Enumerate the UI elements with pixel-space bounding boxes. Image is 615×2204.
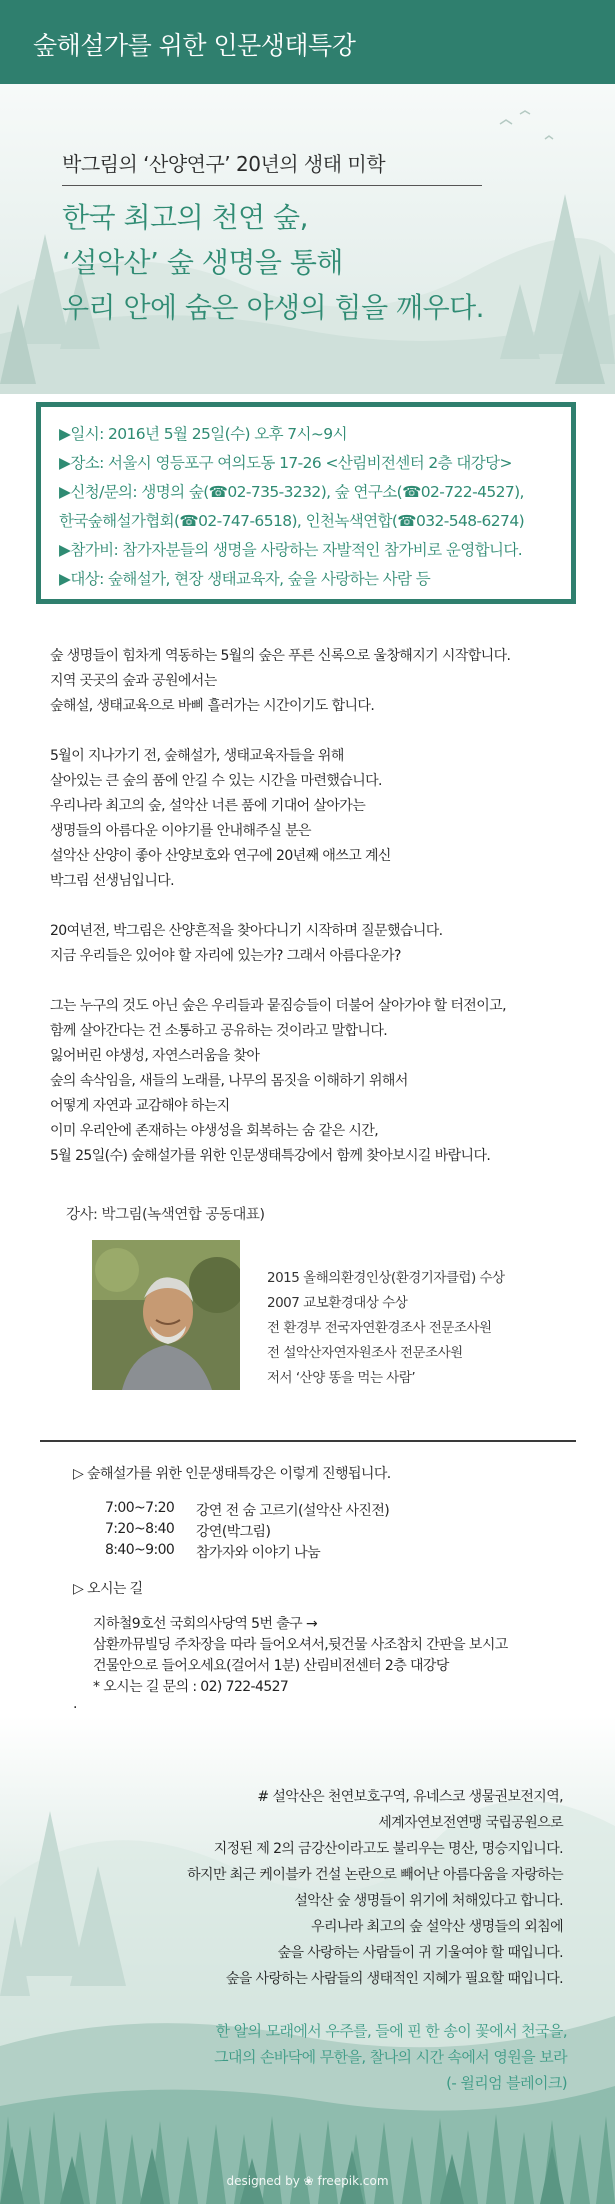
career-item: 2007 교보환경대상 수상 bbox=[267, 1295, 408, 1311]
poem-line: 한 알의 모래에서 우주를, 들에 핀 한 송이 꽃에서 천국을, bbox=[215, 2022, 567, 2040]
lecturer-label: 강사: 박그림(녹색연합 공동대표) bbox=[66, 1207, 265, 1223]
career-item: 2015 올해의환경인상(환경기자클럽) 수상 bbox=[267, 1270, 505, 1286]
directions-line: 삼환까뮤빌딩 주차장을 따라 들어오셔서,뒷건물 사조참치 간판을 보시고 bbox=[93, 1637, 508, 1653]
body-line: 지역 곳곳의 숲과 공원에서는 bbox=[50, 673, 217, 689]
directions-line: 건물안으로 들어오세요(걸어서 1분) 산림비전센터 2층 대강당 bbox=[93, 1658, 449, 1674]
info-place: ▶장소: 서울시 영등포구 여의도동 17-26 <산림비전센터 2층 대강당> bbox=[59, 454, 512, 472]
info-date: ▶일시: 2016년 5월 25일(수) 오후 7시~9시 bbox=[59, 425, 347, 443]
info-contact-1: ▶신청/문의: 생명의 숲(☎02-735-3232), 숲 연구소(☎02-722-4527), bbox=[59, 483, 524, 501]
note-line: 숲을 사랑하는 사람들이 귀 기울여야 할 때입니다. bbox=[277, 1945, 563, 1961]
body-line: 함께 살아간다는 건 소통하고 공유하는 것이라고 말합니다. bbox=[50, 1023, 388, 1039]
hero-headline-1: 한국 최고의 천연 숲, bbox=[62, 201, 308, 234]
career-item: 전 환경부 전국자연환경조사 전문조사원 bbox=[267, 1320, 492, 1336]
note-line: 지정된 제 2의 금강산이라고도 불리우는 명산, 명승지입니다. bbox=[213, 1841, 563, 1857]
directions-line: 지하철9호선 국회의사당역 5번 출구 → bbox=[93, 1616, 318, 1632]
body-line: 숲의 속삭임을, 새들의 노래를, 나무의 몸짓을 이해하기 위해서 bbox=[50, 1073, 408, 1089]
hero-headline-3: 우리 안에 숨은 야생의 힘을 깨우다. bbox=[62, 291, 485, 324]
body-line: 설악산 산양이 좋아 산양보호와 연구에 20년째 애쓰고 계신 bbox=[50, 848, 391, 864]
body-line: 지금 우리들은 있어야 할 자리에 있는가? 그래서 아름다운가? bbox=[50, 948, 401, 964]
body-line: 살아있는 큰 숲의 품에 안길 수 있는 시간을 마련했습니다. bbox=[50, 773, 382, 789]
hero-divider bbox=[62, 185, 482, 186]
note-line: 설악산 숲 생명들이 위기에 처해있다고 합니다. bbox=[294, 1893, 563, 1909]
body-line: 5월이 지나가기 전, 숲해설가, 생태교육자들을 위해 bbox=[50, 748, 344, 764]
schedule-title: ▷ 숲해설가를 위한 인문생태특강은 이렇게 진행됩니다. bbox=[73, 1466, 391, 1482]
career-item: 저서 ‘산양 똥을 먹는 사람’ bbox=[267, 1370, 416, 1386]
page-title: 숲해설가를 위한 인문생태특강 bbox=[33, 31, 356, 60]
schedule-time: 7:00~7:20 bbox=[105, 1500, 175, 1516]
directions-dot: . bbox=[73, 1696, 77, 1712]
body-line: 어떻게 자연과 교감해야 하는지 bbox=[50, 1098, 230, 1114]
info-contact-2: 한국숲해설가협회(☎02-747-6518), 인천녹색연합(☎032-548-6274) bbox=[59, 512, 525, 530]
body-line: 숲 생명들이 힘차게 역동하는 5월의 숲은 푸른 신록으로 울창해지기 시작합니다. bbox=[50, 648, 511, 664]
lecturer-photo bbox=[92, 1240, 240, 1390]
designer-credit: designed by ❀ freepik.com bbox=[226, 2174, 389, 2188]
note-line: 세계자연보전연맹 국립공원으로 bbox=[378, 1815, 563, 1831]
info-target: ▶대상: 숲해설가, 현장 생태교육자, 숲을 사랑하는 사람 등 bbox=[59, 570, 431, 588]
body-line: 20여년전, 박그림은 산양흔적을 찾아다니기 시작하며 질문했습니다. bbox=[50, 923, 443, 939]
forest-illustration bbox=[0, 84, 615, 394]
event-info-box bbox=[36, 402, 576, 604]
hero-banner bbox=[0, 84, 615, 394]
schedule-time: 7:20~8:40 bbox=[105, 1521, 175, 1537]
body-line: 숲해설, 생태교육으로 바삐 흘러가는 시간이기도 합니다. bbox=[50, 698, 375, 714]
hero-headline-2: ‘설악산’ 숲 생명을 통해 bbox=[62, 246, 343, 279]
body-line: 5월 25일(수) 숲해설가를 위한 인문생태특강에서 함께 찾아보시길 바랍니다. bbox=[50, 1148, 491, 1164]
body-line: 그는 누구의 것도 아닌 숲은 우리들과 뭍짐승들이 더불어 살아가야 할 터전이고, bbox=[50, 998, 506, 1014]
header-bar bbox=[0, 0, 615, 84]
schedule-desc: 강연(박그림) bbox=[196, 1524, 271, 1540]
schedule-time: 8:40~9:00 bbox=[105, 1542, 175, 1558]
body-line: 이미 우리안에 존재하는 야생성을 회복하는 숨 같은 시간, bbox=[50, 1123, 379, 1139]
schedule-desc: 강연 전 숨 고르기(설악산 사진전) bbox=[196, 1503, 390, 1519]
poem-attribution: (- 윌리엄 블레이크) bbox=[446, 2074, 567, 2092]
footer-forest bbox=[0, 1716, 615, 2204]
body-line: 잃어버린 야생성, 자연스러움을 찾아 bbox=[50, 1048, 260, 1064]
body-line: 박그림 선생님입니다. bbox=[50, 873, 175, 889]
note-line: 숲을 사랑하는 사람들의 생태적인 지혜가 필요할 때입니다. bbox=[225, 1971, 563, 1987]
career-item: 전 설악산자연자원조사 전문조사원 bbox=[267, 1345, 463, 1361]
hero-subtitle: 박그림의 ‘산양연구’ 20년의 생태 미학 bbox=[62, 152, 386, 176]
body-line: 생명들의 아름다운 이야기를 안내해주실 분은 bbox=[50, 823, 311, 839]
section-divider bbox=[40, 1440, 576, 1442]
note-line: # 설악산은 천연보호구역, 유네스코 생물권보전지역, bbox=[257, 1789, 563, 1805]
note-line: 하지만 최근 케이블카 건설 논란으로 빼어난 아름다움을 자랑하는 bbox=[187, 1867, 563, 1883]
info-fee: ▶참가비: 참가자분들의 생명을 사랑하는 자발적인 참가비로 운영합니다. bbox=[59, 541, 523, 559]
directions-contact: * 오시는 길 문의 : 02) 722-4527 bbox=[93, 1679, 289, 1695]
note-line: 우리나라 최고의 숲 설악산 생명들의 외침에 bbox=[311, 1919, 563, 1935]
body-line: 우리나라 최고의 숲, 설악산 너른 품에 기대어 살아가는 bbox=[50, 798, 366, 814]
directions-title: ▷ 오시는 길 bbox=[73, 1581, 143, 1597]
schedule-desc: 참가자와 이야기 나눔 bbox=[196, 1545, 321, 1561]
poem-line: 그대의 손바닥에 무한을, 찰나의 시간 속에서 영원을 보라 bbox=[214, 2048, 567, 2066]
